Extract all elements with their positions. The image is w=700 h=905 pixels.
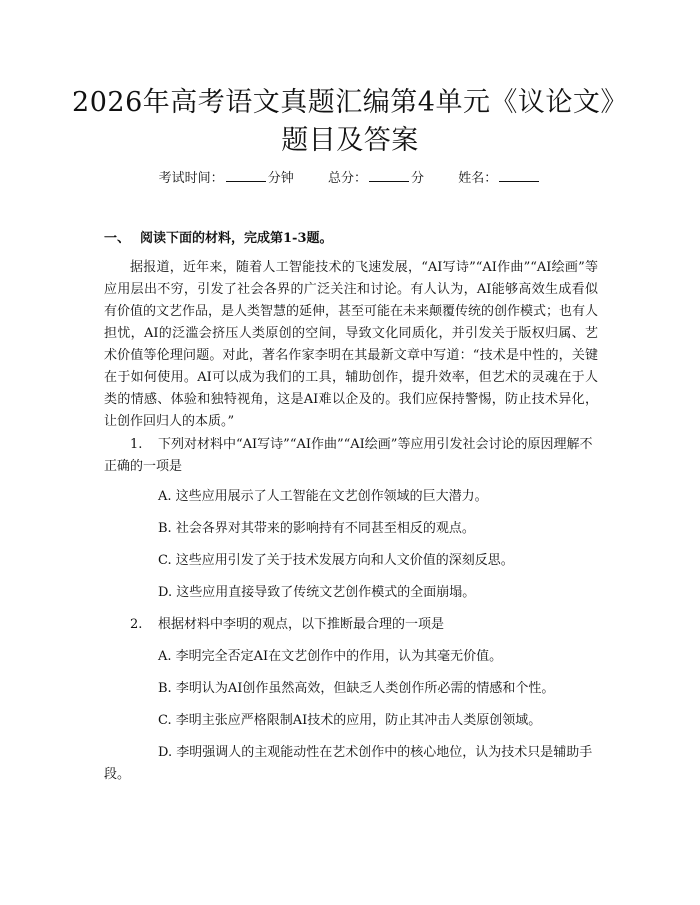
question-2-number: 2. [130, 617, 143, 632]
question-1-option-d: D. 这些应用直接导致了传统文艺创作模式的全面崩塌。 [158, 585, 476, 600]
student-name-blank [499, 168, 539, 182]
question-2-option-d: D. 李明强调人的主观能动性在艺术创作中的核心地位，认为技术只是辅助手段。 [104, 745, 593, 782]
question-2-option-b: B. 李明认为AI创作虽然高效，但缺乏人类创作所必需的情感和个性。 [158, 681, 555, 696]
section-heading [104, 229, 333, 249]
exam-time-unit: 分钟 [267, 171, 294, 186]
student-name-field [458, 168, 541, 189]
total-score-blank [369, 168, 409, 182]
exam-time-blank [226, 168, 266, 182]
question-1-stem [104, 434, 598, 478]
question-1-number: 1. [130, 437, 143, 452]
section-number: 一、 [104, 231, 131, 246]
reading-passage: 据报道，近年来，随着人工智能技术的飞速发展，“AI写诗”“AI作曲”“AI绘画”等应用层出不穷，引发了社会各界的广泛关注和讨论。有人认为，AI能够高效生成看似有价值的文艺作品，是人类智慧的延伸，甚至可能在未来颠覆传统的创作模式；也有人担忧，AI的泛滥会挤压人类原创的空间，导致文化同质化，并引发关于版权归属、艺术价值等伦理问题。对此，著名作家李明在其最新文章中写道：“技术是中性的，关键在于如何使用。AI可以成为我们的工具，辅助创作，提升效率，但艺术的灵魂在于人类的情感、体验和独特视角，这是AI难以企及的。我们应保持警惕，防止技术异化，让创作回归人的本质。” [104, 260, 599, 429]
question-2-option-a: A. 李明完全否定AI在文艺创作中的作用，认为其毫无价值。 [158, 649, 503, 664]
total-score-field [328, 168, 424, 189]
question-2-stem [104, 614, 598, 636]
question-1-option-b: B. 社会各界对其带来的影响持有不同甚至相反的观点。 [158, 521, 475, 536]
exam-time-field [159, 168, 294, 189]
total-score-label: 总分： [327, 171, 367, 186]
question-1-option-c: C. 这些应用引发了关于技术发展方向和人文价值的深刻反思。 [158, 553, 514, 568]
page-title: 2026年高考语文真题汇编第4单元《议论文》题目及答案 [72, 87, 628, 156]
question-1-text: 下列对材料中“AI写诗”“AI作曲”“AI绘画”等应用引发社会讨论的原因理解不正确的一项是 [104, 437, 593, 474]
exam-info-line [0, 168, 700, 189]
total-score-unit: 分 [411, 171, 425, 186]
question-2-option-c: C. 李明主张应严格限制AI技术的应用，防止其冲击人类原创领域。 [158, 713, 542, 728]
question-1-option-a: A. 这些应用展示了人工智能在文艺创作领域的巨大潜力。 [158, 489, 488, 504]
question-2-text: 根据材料中李明的观点，以下推断最合理的一项是 [158, 617, 445, 632]
section-instruction: 阅读下面的材料，完成第1-3题。 [140, 231, 333, 246]
exam-time-label: 考试时间： [158, 171, 224, 186]
student-name-label: 姓名： [458, 171, 498, 186]
